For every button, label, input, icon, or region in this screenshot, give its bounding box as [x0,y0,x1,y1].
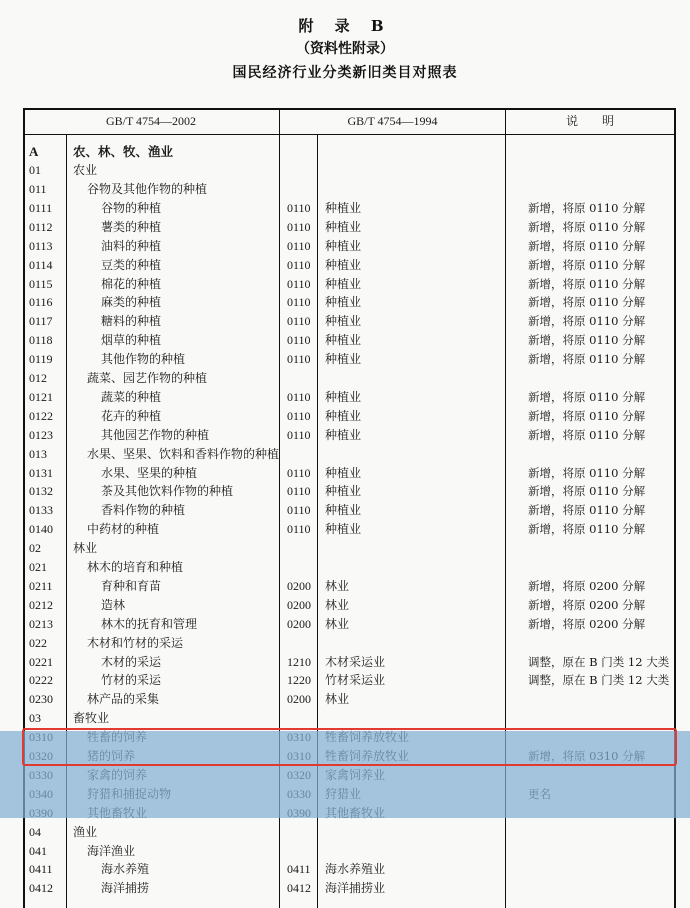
row-name: 烟草的种植 [101,333,162,348]
row-old-code: 0110 [287,257,311,272]
row-code: 0213 [29,616,53,631]
row-old-name: 种植业 [325,465,362,480]
table-row [23,237,676,256]
row-old-name: 海洋捕捞业 [325,881,386,896]
row-old-name: 种植业 [325,408,362,423]
row-name: 豆类的种植 [101,257,162,272]
row-note: 新增，将原 0200 分解 [528,616,646,631]
row-old-code: 0110 [287,389,311,404]
row-old-name: 种植业 [325,352,362,367]
row-note: 新增，将原 0110 分解 [528,503,646,518]
header-old-standard: GB/T 4754—1994 [347,114,438,128]
row-old-name: 种植业 [325,314,362,329]
row-old-code: 0110 [287,295,311,310]
table-row [23,331,676,350]
row-code: 02 [29,541,41,556]
row-old-name: 种植业 [325,295,362,310]
row-name: 林业 [73,541,98,556]
row-old-code: 0412 [287,881,311,896]
row-name: 薯类的种植 [101,219,162,234]
row-old-code: 0200 [287,616,311,631]
row-name: 林木的培育和种植 [87,560,184,574]
row-old-code: 0200 [287,692,311,707]
row-old-name: 种植业 [325,276,362,291]
row-old-code: 0200 [287,597,311,612]
row-code: 0132 [29,484,53,499]
table-row [23,350,676,369]
row-code: 0131 [29,465,53,480]
row-note: 新增，将原 0200 分解 [528,597,646,612]
row-code: 0112 [29,219,53,234]
row-code: 0412 [29,881,53,896]
row-name: 香料作物的种植 [101,503,186,518]
table-row [23,369,676,388]
row-old-code: 0110 [287,484,311,499]
header-notes: 说 明 [565,114,614,128]
row-code: 0212 [29,597,53,612]
table-row [23,426,676,445]
table-row [23,520,676,539]
row-note: 新增，将原 0110 分解 [528,465,646,480]
row-name: 其他作物的种植 [101,352,186,367]
row-old-name: 种植业 [325,200,362,215]
row-old-code: 0110 [287,219,311,234]
row-name: 林产品的采集 [87,692,160,707]
row-code: 0211 [29,578,53,593]
table-row [23,218,676,237]
row-name: 花卉的种植 [101,408,162,423]
row-old-code: 0411 [287,862,311,877]
row-code: 0122 [29,408,53,423]
row-old-name: 海水养殖业 [325,862,386,877]
row-name: 中药材的种植 [87,522,160,537]
row-name: 其他园艺作物的种植 [101,427,210,442]
row-code: 0113 [29,238,53,253]
row-old-code: 0110 [287,238,311,253]
row-code: 0116 [29,295,53,310]
table-row [23,653,676,672]
row-name: 育种和育苗 [101,578,162,593]
row-code: 01 [29,163,41,177]
row-code: 0117 [29,314,53,329]
row-old-code: 0110 [287,200,311,215]
table-row [23,445,676,464]
row-code: 041 [29,843,47,858]
row-old-name: 林业 [325,578,350,593]
row-name: 水果、坚果、饮料和香料作物的种植 [87,446,280,461]
row-old-code: 0110 [287,465,311,480]
row-code: 0140 [29,522,53,537]
red-highlight-box [22,728,677,766]
table-row [23,842,676,861]
row-code: 011 [29,182,47,196]
row-name: 农、林、牧、渔业 [73,144,174,159]
row-old-name: 种植业 [325,219,362,234]
row-note: 新增，将原 0110 分解 [528,257,646,272]
row-code: 0411 [29,862,53,877]
row-code: 022 [29,635,47,650]
table-row [23,161,676,180]
table-row [23,879,676,898]
row-code: 021 [29,560,47,574]
row-name: 油料的种植 [101,238,162,253]
row-note: 新增，将原 0200 分解 [528,578,646,593]
row-old-name: 种植业 [325,522,362,537]
row-code: 0221 [29,654,53,669]
row-old-code: 0200 [287,578,311,593]
table-title: 国民经济行业分类新旧类目对照表 [232,65,458,81]
table-row [23,180,676,199]
row-old-name: 种植业 [325,427,362,442]
row-old-name: 种植业 [325,389,362,404]
row-name: 木材和竹材的采运 [87,635,184,650]
row-code: 04 [29,824,41,839]
row-old-name: 林业 [325,692,350,707]
row-name: 蔬菜的种植 [101,389,162,404]
row-old-name: 种植业 [325,333,362,348]
table-row [23,407,676,426]
table-row [23,388,676,407]
row-name: 茶及其他饮料作物的种植 [101,484,234,499]
row-code: 0133 [29,503,53,518]
row-old-code: 0110 [287,522,311,537]
table-row [23,690,676,709]
row-note: 新增，将原 0110 分解 [528,352,646,367]
table-row [23,634,676,653]
row-note: 调整，原在 B 门类 12 大类 [528,673,670,688]
row-note: 调整，原在 B 门类 12 大类 [528,654,670,669]
row-name: 蔬菜、园艺作物的种植 [87,371,208,385]
table-row [23,464,676,483]
row-name: 海洋捕捞 [101,881,150,896]
appendix-heading: 附 录 B [298,17,392,35]
row-name: 渔业 [73,824,98,839]
row-name: 农业 [73,163,98,177]
row-code: 0222 [29,673,53,688]
row-code: 013 [29,446,47,461]
row-old-name: 林业 [325,616,350,631]
row-note: 新增，将原 0110 分解 [528,408,646,423]
row-name: 造林 [101,597,126,612]
row-code: 03 [29,711,41,726]
row-note: 新增，将原 0110 分解 [528,484,646,499]
table-row [23,709,676,728]
row-name: 糖料的种植 [101,314,162,329]
table-row [23,823,676,842]
table-row [23,256,676,275]
row-old-name: 竹材采运业 [325,673,386,688]
row-old-code: 1220 [287,673,311,688]
table-row [23,293,676,312]
row-old-code: 0110 [287,408,311,423]
row-old-code: 0110 [287,314,311,329]
row-name: 谷物及其他作物的种植 [87,182,208,196]
row-note: 新增，将原 0110 分解 [528,295,646,310]
row-old-code: 0110 [287,333,311,348]
row-code: 0118 [29,333,53,348]
row-name: 棉花的种植 [101,276,162,291]
row-name: 海水养殖 [101,862,150,877]
table-row [23,539,676,558]
table-row [23,558,676,577]
row-code: 0230 [29,692,53,707]
row-code: 0115 [29,276,53,291]
row-old-code: 0110 [287,427,311,442]
row-code: 0111 [29,200,53,215]
row-code: 0119 [29,352,53,367]
table-row [23,142,676,161]
row-name: 林木的抚育和管理 [101,616,198,631]
row-old-name: 木材采运业 [325,654,386,669]
row-old-code: 0110 [287,276,311,291]
row-name: 畜牧业 [73,711,110,726]
table-row [23,596,676,615]
row-note: 新增，将原 0110 分解 [528,522,646,537]
table-row [23,501,676,520]
row-old-code: 0110 [287,503,311,518]
row-note: 新增，将原 0110 分解 [528,389,646,404]
row-note: 新增，将原 0110 分解 [528,200,646,215]
row-name: 水果、坚果的种植 [101,465,198,480]
table-row [23,615,676,634]
table-row [23,671,676,690]
row-name: 木材的采运 [101,654,162,669]
table-header-divider [23,134,676,135]
row-name: 竹材的采运 [101,673,162,688]
row-note: 新增，将原 0110 分解 [528,333,646,348]
row-old-name: 林业 [325,597,350,612]
row-note: 新增，将原 0110 分解 [528,238,646,253]
row-name: 谷物的种植 [101,200,162,215]
row-note: 新增，将原 0110 分解 [528,314,646,329]
row-old-name: 种植业 [325,238,362,253]
row-name: 麻类的种植 [101,295,162,310]
table-row [23,199,676,218]
table-row [23,275,676,294]
row-old-code: 1210 [287,654,311,669]
row-note: 新增，将原 0110 分解 [528,427,646,442]
row-code: 0123 [29,427,53,442]
row-code: 012 [29,371,47,385]
table-row [23,860,676,879]
row-code: 0121 [29,389,53,404]
row-name: 海洋渔业 [87,843,136,858]
row-old-code: 0110 [287,352,311,367]
appendix-note: （资料性附录） [296,41,394,57]
table-row [23,482,676,501]
row-old-name: 种植业 [325,257,362,272]
row-old-name: 种植业 [325,503,362,518]
row-code: 0114 [29,257,53,272]
header-new-standard: GB/T 4754—2002 [105,114,197,128]
table-row [23,577,676,596]
row-note: 新增，将原 0110 分解 [528,276,646,291]
row-old-name: 种植业 [325,484,362,499]
row-note: 新增，将原 0110 分解 [528,219,646,234]
row-code: A [29,144,39,159]
table-row [23,312,676,331]
